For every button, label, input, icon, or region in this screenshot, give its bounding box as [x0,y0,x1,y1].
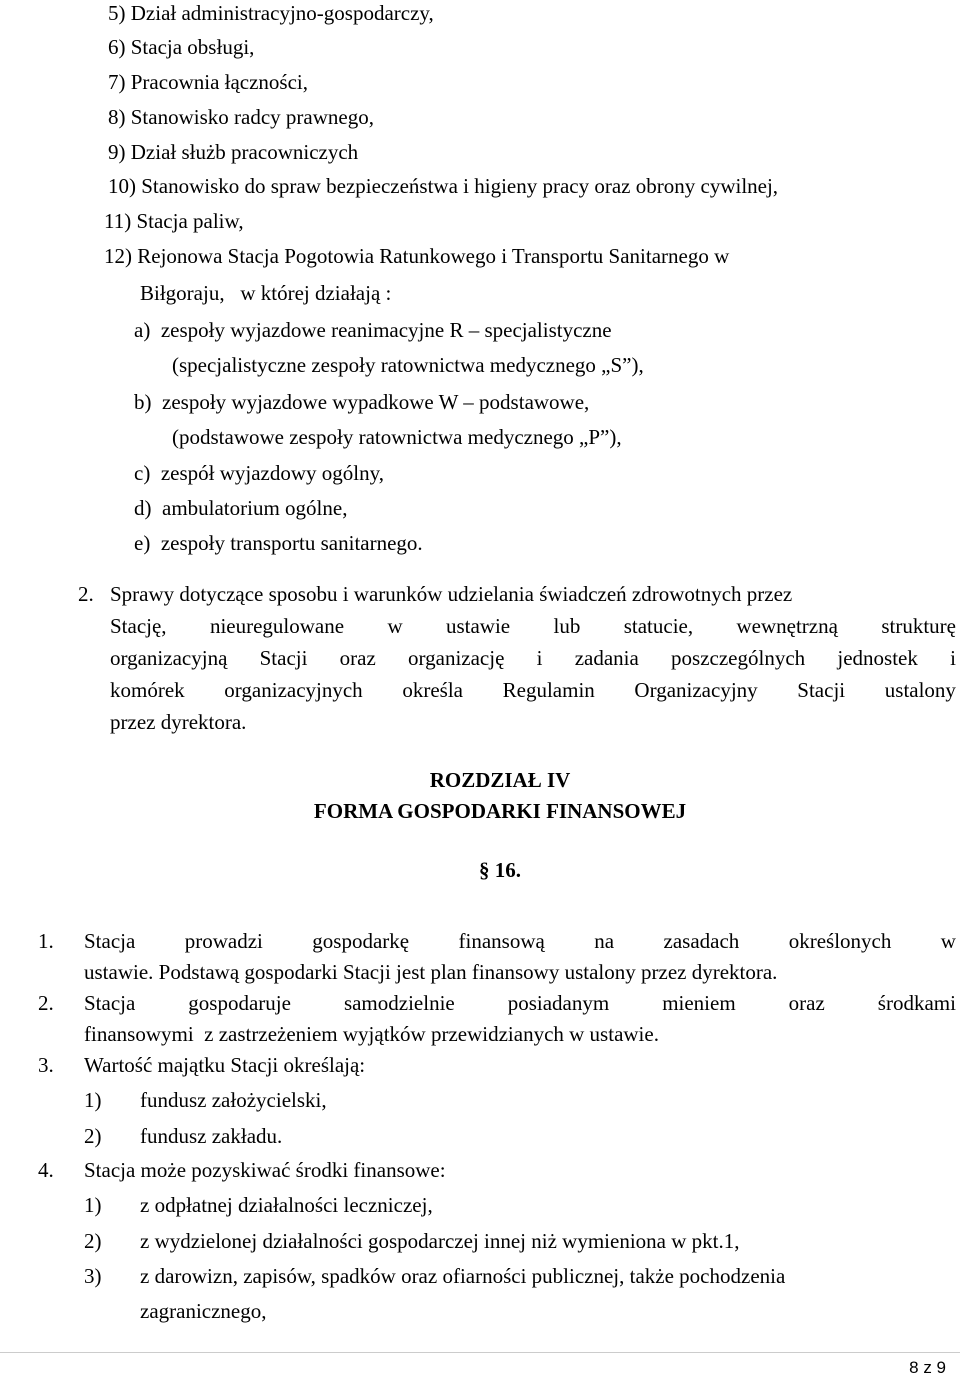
list-number: 5) [108,1,126,25]
list-number: 6) [108,35,126,59]
provision-number: 2. [38,991,54,1015]
list-text: Stacja paliw, [136,209,244,233]
chapter-subtitle: FORMA GOSPODARKI FINANSOWEJ [313,799,687,823]
provision-subtext: fundusz założycielski, [140,1088,327,1112]
paragraph-line: organizacyjną Stacji oraz organizację i zadania poszczególnych jednostek i [110,646,956,670]
section-mark: § 16. [479,858,521,882]
footer-divider [0,1352,960,1353]
chapter-title: ROZDZIAŁ IV [429,768,571,792]
list-number: 10) [108,174,136,198]
list-item-continuation: Biłgoraju, w której działają : [140,281,392,305]
sublist-continuation: (podstawowe zespoły ratownictwa medycznego „P”), [172,425,622,449]
provision-subnumber: 1) [84,1088,102,1112]
list-number: 11) [104,209,132,233]
provision-line: finansowymi z zastrzeżeniem wyjątków przewidzianych w ustawie. [84,1022,659,1046]
list-item [108,37,254,58]
sublist-item [134,320,612,341]
sublist-letter: c) [134,461,151,485]
list-item [108,72,308,93]
paragraph-number: 2. [78,582,94,606]
sublist-text: zespół wyjazdowy ogólny, [160,461,385,485]
provision-number: 4. [38,1158,54,1182]
list-text: Dział administracyjno-gospodarczy, [130,1,434,25]
sublist-letter: d) [134,496,152,520]
provision-line: Stacja prowadzi gospodarkę finansową na zasadach określonych w [84,929,956,953]
list-item [108,142,358,163]
provision-subtext: fundusz zakładu. [140,1124,283,1148]
provision-line: Stacja gospodaruje samodzielnie posiadanym mieniem oraz środkami [84,991,956,1015]
list-text: Stanowisko radcy prawnego, [130,105,374,129]
provision-subnumber: 2) [84,1229,102,1253]
sublist-item [134,533,423,554]
sublist-letter: a) [134,318,151,342]
sublist-item [134,498,347,519]
provision-line: Stacja może pozyskiwać środki finansowe: [84,1158,446,1182]
list-item [108,3,434,24]
list-text: Stacja obsługi, [130,35,255,59]
sublist-letter: b) [134,390,152,414]
list-number: 7) [108,70,126,94]
provision-continuation: zagranicznego, [140,1299,267,1323]
provision-subnumber: 2) [84,1124,102,1148]
sublist-item [134,392,589,413]
provision-number: 3. [38,1053,54,1077]
list-number: 9) [108,140,126,164]
list-text: Rejonowa Stacja Pogotowia Ratunkowego i Transportu Sanitarnego w [137,244,730,268]
provision-subnumber: 3) [84,1264,102,1288]
list-text: Dział służb pracowniczych [130,140,359,164]
provision-number: 1. [38,929,54,953]
sublist-continuation: (specjalistyczne zespoły ratownictwa medycznego „S”), [172,353,644,377]
paragraph-line: komórek organizacyjnych określa Regulamin Organizacyjny Stacji ustalony [110,678,956,702]
provision-subtext: z darowizn, zapisów, spadków oraz ofiarności publicznej, także pochodzenia [140,1264,786,1288]
sublist-letter: e) [134,531,151,555]
list-item [108,176,778,197]
provision-subtext: z odpłatnej działalności leczniczej, [140,1193,433,1217]
list-text: Pracownia łączności, [130,70,309,94]
paragraph-line: Sprawy dotyczące sposobu i warunków udzielania świadczeń zdrowotnych przez [110,582,793,606]
paragraph-line: Stację, nieuregulowane w ustawie lub statucie, wewnętrzną strukturę [110,614,956,638]
list-item [104,211,244,232]
list-text: Stanowisko do spraw bezpieczeństwa i higieny pracy oraz obrony cywilnej, [141,174,779,198]
list-number: 12) [104,244,132,268]
list-number: 8) [108,105,126,129]
sublist-item [134,463,384,484]
sublist-text: ambulatorium ogólne, [162,496,348,520]
provision-subnumber: 1) [84,1193,102,1217]
provision-line: ustawie. Podstawą gospodarki Stacji jest plan finansowy ustalony przez dyrektora. [84,960,778,984]
page-number: 8 z 9 [909,1358,946,1377]
sublist-text: zespoły wyjazdowe reanimacyjne R – specjalistyczne [160,318,612,342]
sublist-text: zespoły transportu sanitarnego. [160,531,423,555]
sublist-text: zespoły wyjazdowe wypadkowe W – podstawowe, [162,390,590,414]
provision-line: Wartość majątku Stacji określają: [84,1053,366,1077]
paragraph-line: przez dyrektora. [110,710,247,734]
provision-subtext: z wydzielonej działalności gospodarczej innej niż wymieniona w pkt.1, [140,1229,740,1253]
list-item [108,107,374,128]
list-item [104,246,729,267]
